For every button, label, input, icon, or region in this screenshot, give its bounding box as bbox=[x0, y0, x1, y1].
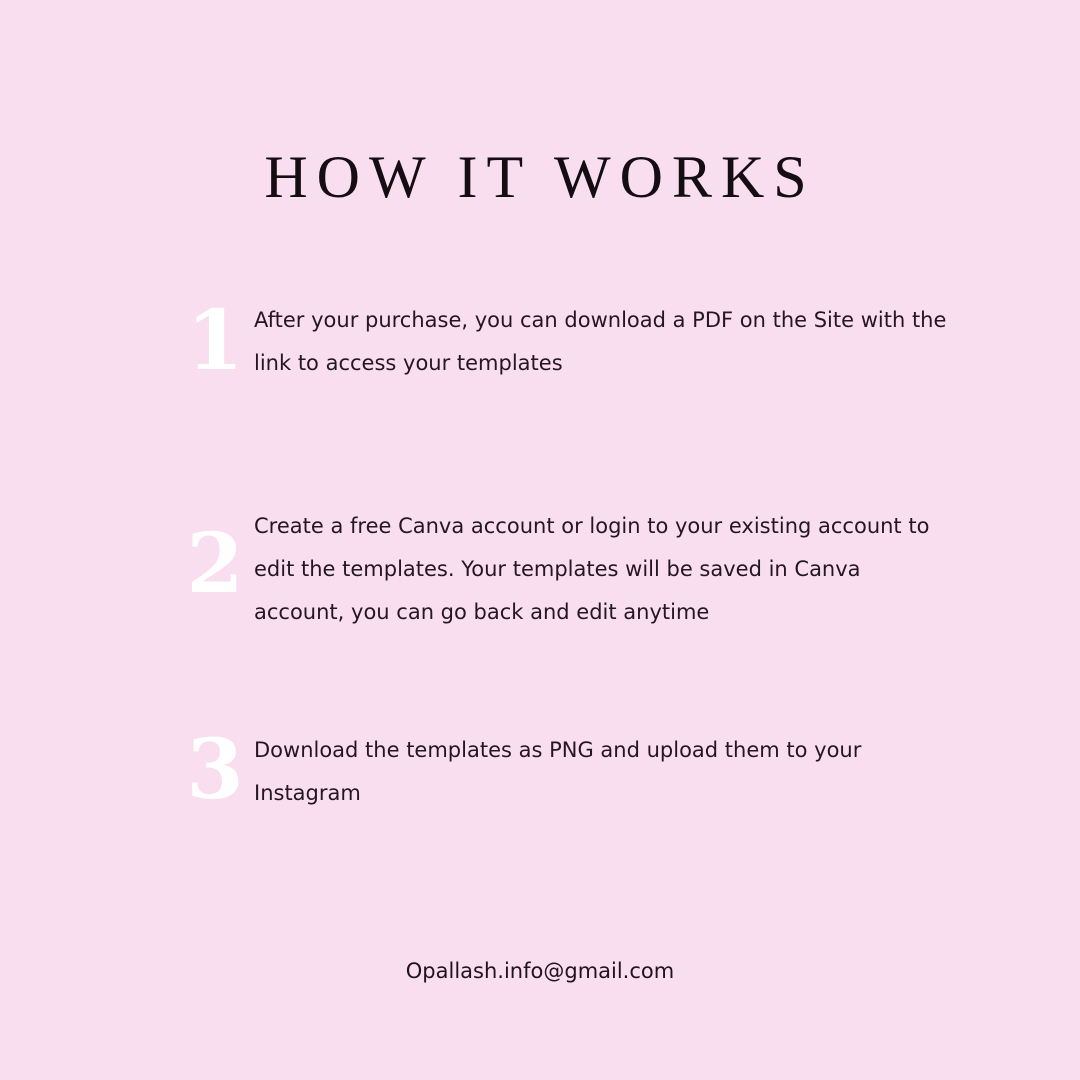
page-title: HOW IT WORKS bbox=[264, 144, 816, 210]
step-description: After your purchase, you can download a PDF on the Site with the link to access your templates bbox=[254, 308, 947, 375]
step-number: 3 bbox=[186, 722, 244, 818]
step-number: 1 bbox=[186, 293, 244, 389]
step-description: Download the templates as PNG and upload them to your Instagram bbox=[254, 738, 862, 805]
contact-email: Opallash.info@gmail.com bbox=[405, 959, 675, 983]
step-description: Create a free Canva account or login to your existing account to edit the templates. Your templates will be saved in Canva account, you can go back and edit anytime bbox=[254, 514, 930, 624]
step-number: 2 bbox=[186, 516, 244, 612]
